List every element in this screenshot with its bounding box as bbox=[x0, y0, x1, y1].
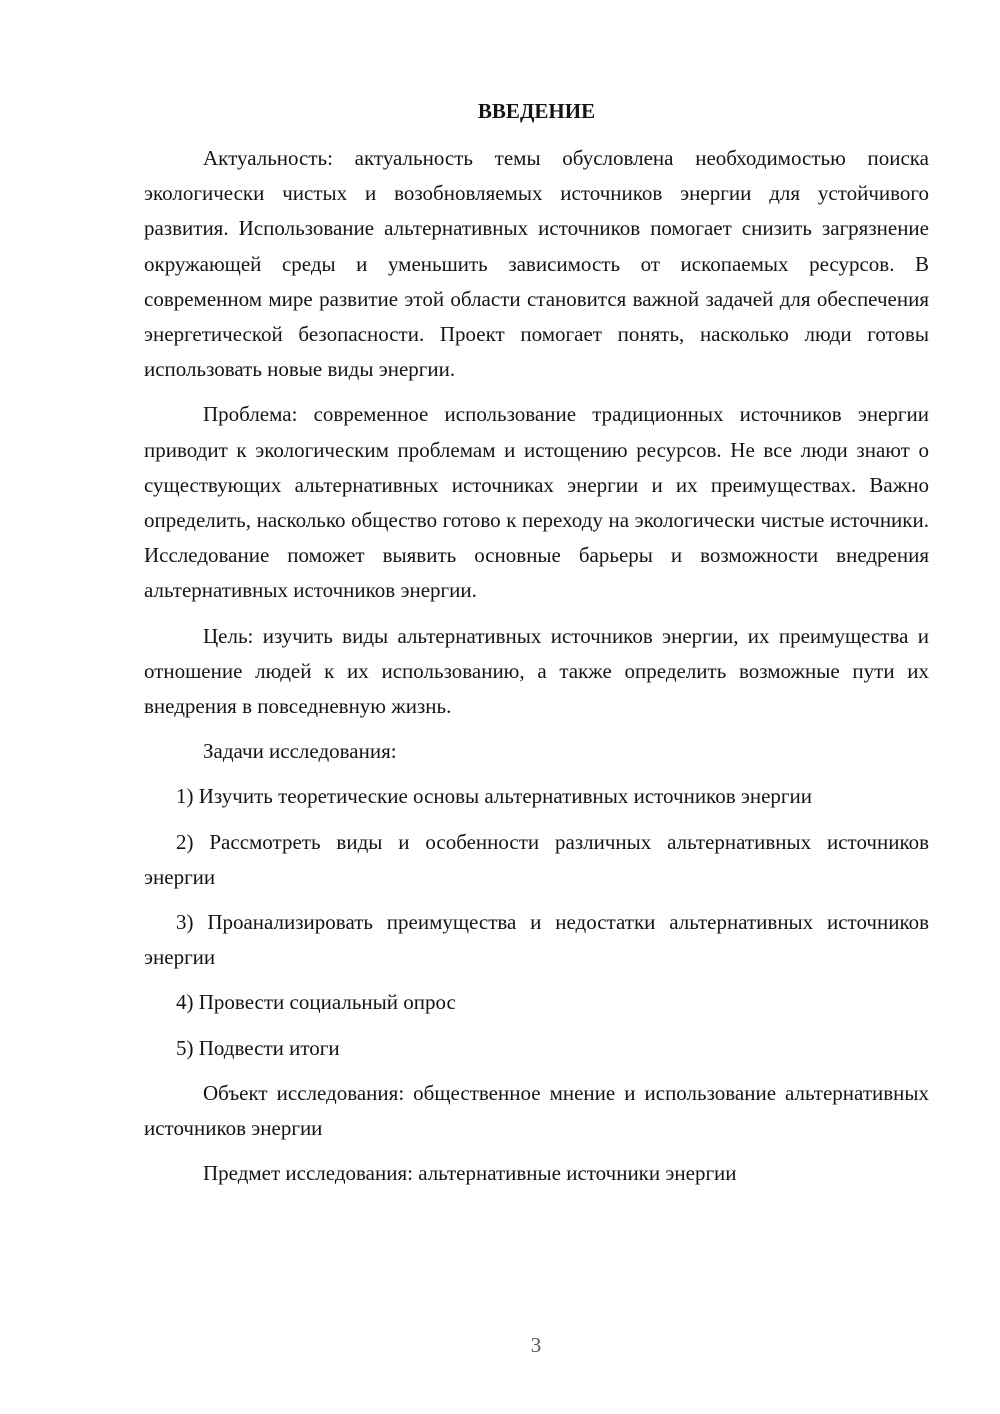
paragraph-object: Объект исследования: общественное мнение и использование альтернативных источников энергии bbox=[144, 1080, 929, 1141]
page-title: ВВЕДЕНИЕ bbox=[477, 99, 596, 123]
tasks-heading: Задачи исследования: bbox=[203, 739, 397, 764]
task-item: 2) Рассмотреть виды и особенности различных альтернативных источников энергии bbox=[144, 829, 929, 889]
task-item: 3) Проанализировать преимущества и недостатки альтернативных источников энергии bbox=[144, 910, 929, 970]
document-body bbox=[144, 94, 929, 1201]
paragraph-goal: Цель: изучить виды альтернативных источников энергии, их преимущества и отношение людей к их использованию, а также определить возможные пути их внедрения в повседневную жизнь. bbox=[144, 623, 929, 719]
paragraph-problem: Проблема: современное использование традиционных источников энергии приводит к экологическим проблемам и истощению ресурсов. Не все люди знают о существующих альтернативных источниках энергии и их преимуществах. Важно определить, насколько общество готово к переходу на экологически чистые источники. Исследование поможет выявить основные барьеры и возможности внедрения альтернативных источников энергии. bbox=[144, 402, 929, 603]
task-item: 1) Изучить теоретические основы альтернативных источников энергии bbox=[176, 784, 813, 809]
task-item: 4) Провести социальный опрос bbox=[176, 990, 456, 1015]
page-number: 3 bbox=[530, 1333, 542, 1357]
task-item: 5) Подвести итоги bbox=[176, 1035, 340, 1060]
paragraph-subject: Предмет исследования: альтернативные источники энергии bbox=[203, 1161, 737, 1186]
paragraph-relevance: Актуальность: актуальность темы обусловлена необходимостью поиска экологически чистых и возобновляемых источников энергии для устойчивого развития. Использование альтернативных источников помогает снизить загрязнение окружающей среды и уменьшить зависимость от ископаемых ресурсов. В современном мире развитие этой области становится важной задачей для обеспечения энергетической безопасности. Проект помогает понять, насколько люди готовы использовать новые виды энергии. bbox=[144, 146, 929, 382]
